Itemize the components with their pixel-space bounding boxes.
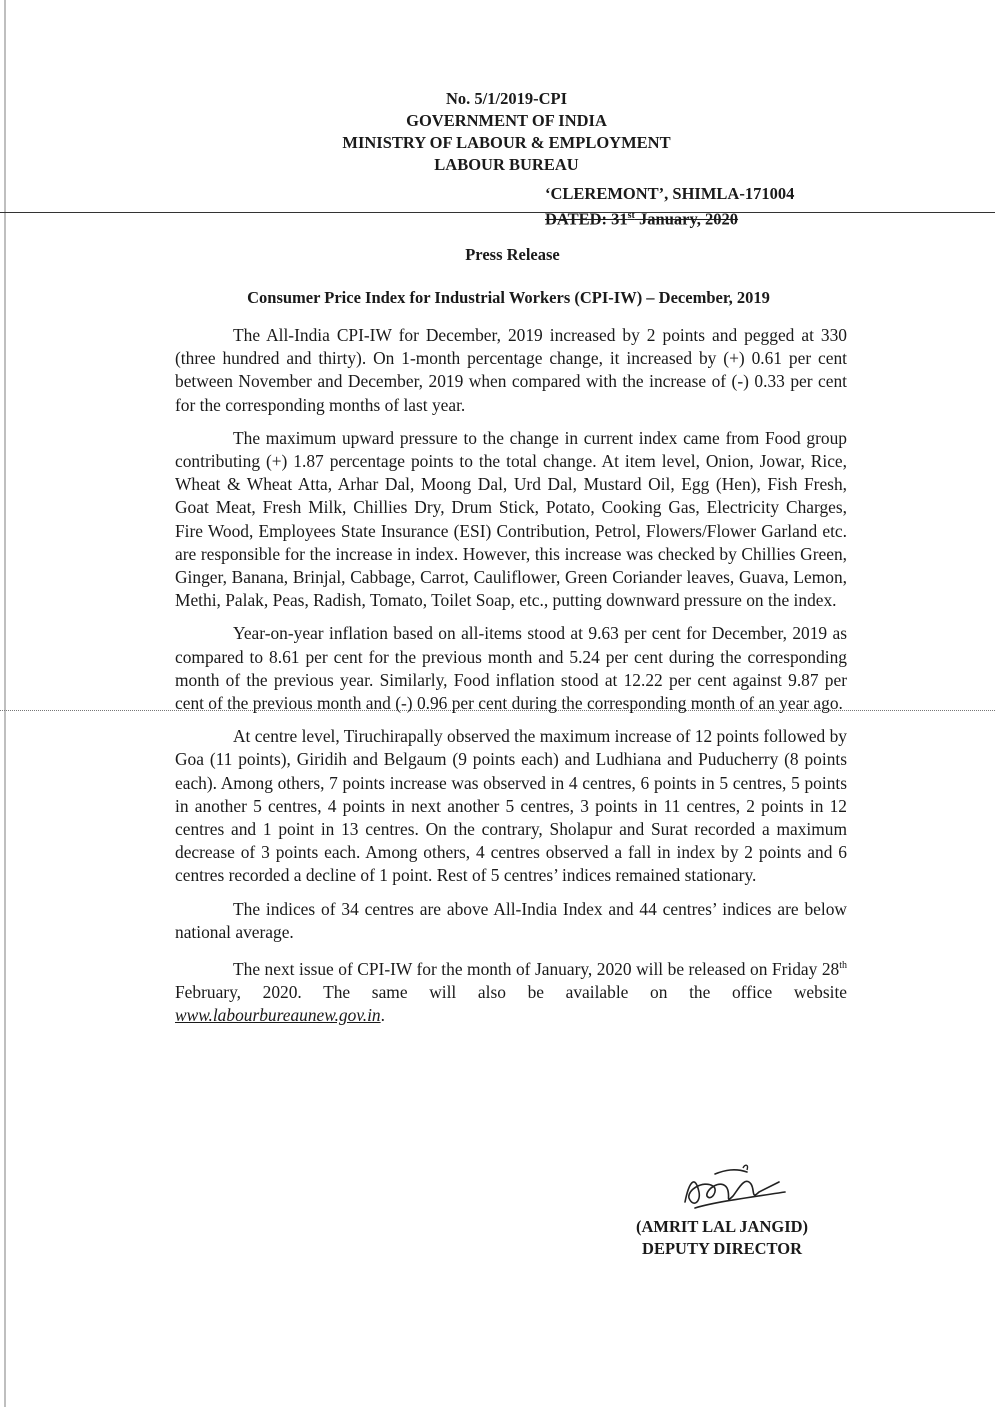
paragraph-inflation: Year-on-year inflation based on all-items stood at 9.63 per cent for December, 2019 as compared to 8.61 per cent for the previous month and 5.24 per cent during the corresponding month of the previous year. Similarly, Food inflation stood at 12.22 per cent against 9.87 per cent of the previous month and (-) 0.96 per cent during the corresponding month of an year ago. xyxy=(175,623,847,714)
press-release-title: Press Release xyxy=(465,245,560,264)
press-release-body xyxy=(175,324,847,1037)
address-place: ‘CLEREMONT’, SHIMLA-171004 xyxy=(545,184,795,203)
subject-heading: Consumer Price Index for Industrial Workers (CPI-IW) – December, 2019 xyxy=(247,288,770,307)
signatory-name: (AMRIT LAL JANGID) xyxy=(636,1217,809,1236)
paragraph-centres-comparison: The indices of 34 centres are above All-India Index and 44 centres’ indices are below national average. xyxy=(175,898,847,942)
paragraph-item-pressure: The maximum upward pressure to the change in current index came from Food group contributing (+) 1.87 percentage points to the total change. At item level, Onion, Jowar, Rice, Wheat & Wheat Atta, Arhar Dal, Moong Dal, Urd Dal, Mustard Oil, Egg (Hen), Fish Fresh, Goat Meat, Fresh Milk, Chillies Dry, Drum Stick, Potato, Cooking Gas, Electricity Charges, Fire Wood, Employees State Insurance (ESI) Contribution, Petrol, Flowers/Flower Garland etc. are responsible for the increase in index. However, this increase was checked by Chillies Green, Ginger, Banana, Brinjal, Cabbage, Carrot, Cauliflower, Green Coriander leaves, Guava, Lemon, Methi, Palak, Peas, Radish, Tomato, Toilet Soap, etc., putting downward pressure on the index. xyxy=(175,427,847,611)
ministry-line: MINISTRY OF LABOUR & EMPLOYMENT xyxy=(342,133,671,152)
bureau-line: LABOUR BUREAU xyxy=(434,155,579,174)
date-line: DATED: 31st January, 2020 xyxy=(545,209,739,229)
address-block xyxy=(545,183,794,231)
signatory-block xyxy=(636,1216,808,1260)
reference-number: No. 5/1/2019-CPI xyxy=(446,89,567,108)
paragraph-centre-level: At centre level, Tiruchirapally observed the maximum increase of 12 points followed by Goa (11 points), Giridih and Belgaum (9 points each) and Ludhiana and Puducherry (8 points each). Among others, 7 points increase was observed in 4 centres, 6 points in 5 centres, 5 points in another 5 centres, 4 points in next another 5 centres, 3 points in 11 centres, 2 points in 12 centres and 1 point in 13 centres. On the contrary, Sholapur and Surat recorded a maximum decrease of 3 points each. Among others, 4 centres observed a fall in index by 2 points and 6 centres recorded a decline of 1 point. Rest of 5 centres’ indices remained stationary. xyxy=(175,726,847,886)
website-link[interactable]: www.labourbureaunew.gov.in xyxy=(175,1005,381,1026)
signatory-designation: DEPUTY DIRECTOR xyxy=(642,1239,803,1258)
letterhead xyxy=(0,88,995,176)
paragraph-next-release: The next issue of CPI-IW for the month of January, 2020 will be released on Friday 28th February, 2020. The same will also be available on the office website www.labourbureaunew.gov.in. xyxy=(175,958,847,1026)
handwritten-signature xyxy=(655,1162,805,1220)
government-line: GOVERNMENT OF INDIA xyxy=(406,111,607,130)
header-rule xyxy=(0,212,995,213)
paragraph-index-summary: The All-India CPI-IW for December, 2019 increased by 2 points and pegged at 330 (three hundred and thirty). On 1-month percentage change, it increased by (+) 0.61 per cent between November and December, 2019 when compared with the increase of (-) 0.33 per cent for the corresponding months of last year. xyxy=(175,325,847,415)
